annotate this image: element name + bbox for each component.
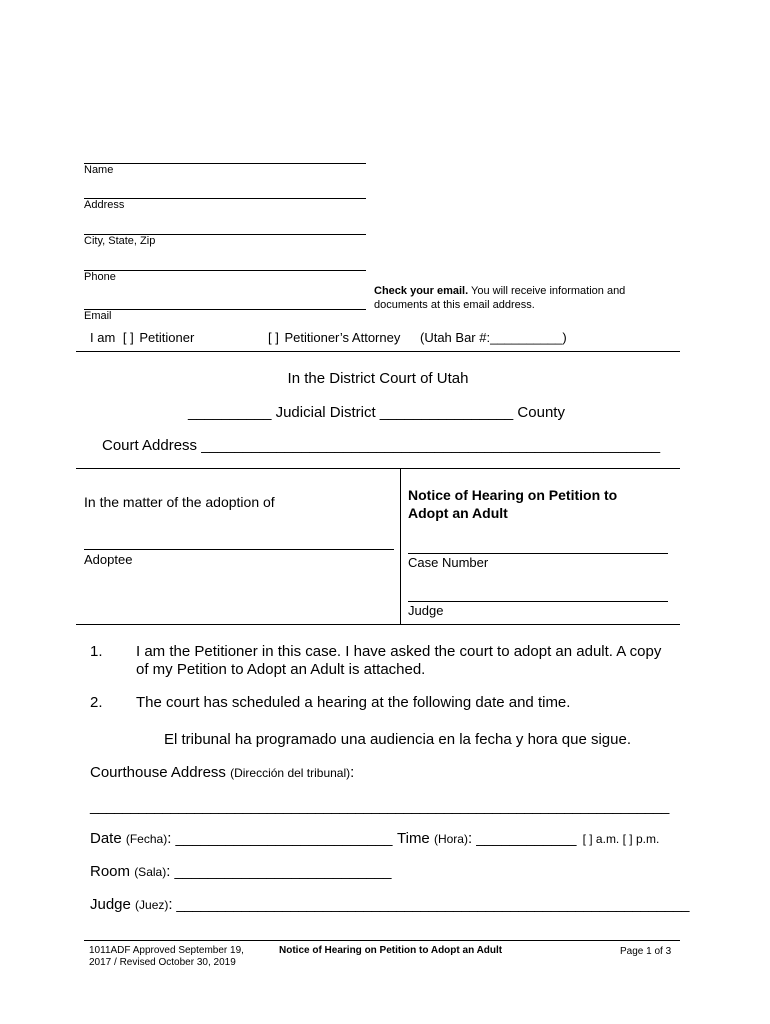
date-field[interactable]: : __________________________ bbox=[167, 830, 393, 847]
room-row bbox=[90, 863, 391, 880]
name-line[interactable] bbox=[84, 163, 366, 164]
matter-label: In the matter of the adoption of bbox=[84, 494, 275, 510]
case-number-label: Case Number bbox=[408, 555, 489, 570]
document-title bbox=[408, 486, 617, 522]
court-title: In the District Court of Utah bbox=[287, 370, 469, 387]
address-label: Address bbox=[84, 199, 125, 211]
form-number bbox=[89, 945, 244, 969]
city-label: City, State, Zip bbox=[84, 235, 156, 247]
judge-label: Judge bbox=[408, 603, 444, 618]
item-1-text bbox=[136, 643, 686, 679]
caption-divider bbox=[400, 468, 401, 624]
caption-top-line bbox=[76, 468, 680, 469]
item-1-line1: I am the Petitioner in this case. I have asked the court to adopt an adult. A copy bbox=[136, 643, 662, 660]
room-label: Room bbox=[90, 863, 131, 880]
phone-line[interactable] bbox=[84, 270, 366, 271]
document-title-line1: Notice of Hearing on Petition to bbox=[408, 487, 618, 503]
item-1-line2: of my Petition to Adopt an Adult is attached. bbox=[136, 661, 426, 678]
court-address-line[interactable]: Court Address _______________________________________________________ bbox=[102, 437, 661, 454]
phone-label: Phone bbox=[84, 271, 116, 283]
date-label: Date bbox=[90, 830, 122, 847]
date-label-es: (Fecha) bbox=[125, 832, 168, 846]
attorney-option bbox=[268, 330, 400, 345]
district-county-line[interactable]: __________ Judicial District ________________ County bbox=[188, 404, 565, 421]
address-line[interactable] bbox=[84, 198, 366, 199]
caption-bottom-line bbox=[76, 624, 680, 625]
item-2-number: 2. bbox=[90, 694, 103, 711]
petitioner-label: Petitioner bbox=[139, 330, 195, 345]
email-note-rest: You will receive information and bbox=[468, 285, 626, 297]
page-number: Page 1 of 3 bbox=[620, 946, 672, 957]
room-label-es: (Sala) bbox=[134, 865, 167, 879]
courthouse-address-field[interactable]: ________________________________________________________________________ bbox=[90, 798, 670, 815]
courthouse-row bbox=[90, 764, 354, 781]
am-pm-checkboxes[interactable]: [ ] a.m. [ ] p.m. bbox=[582, 832, 660, 846]
footer-title: Notice of Hearing on Petition to Adopt an Adult bbox=[279, 945, 503, 956]
hearing-judge-field[interactable]: : _______________________________________________________________ bbox=[168, 896, 690, 913]
form-number-line1: 1011ADF Approved September 19, bbox=[89, 945, 244, 956]
email-note-line2: documents at this email address. bbox=[374, 299, 535, 311]
bar-number-field[interactable]: (Utah Bar #:__________) bbox=[420, 330, 567, 345]
courthouse-label: Courthouse Address bbox=[90, 764, 226, 781]
hearing-judge-label-es: (Juez) bbox=[135, 898, 169, 912]
room-field[interactable]: : __________________________ bbox=[166, 863, 392, 880]
i-am-label: I am bbox=[90, 330, 116, 345]
time-row bbox=[397, 830, 659, 847]
email-line[interactable] bbox=[84, 309, 366, 310]
hearing-judge-label: Judge bbox=[90, 896, 131, 913]
time-label: Time bbox=[397, 830, 430, 847]
form-number-line2: 2017 / Revised October 30, 2019 bbox=[89, 957, 236, 968]
email-note-bold: Check your email. bbox=[374, 285, 469, 297]
petitioner-checkbox[interactable]: [ ] bbox=[122, 330, 134, 345]
case-number-line[interactable] bbox=[408, 553, 668, 554]
hearing-judge-row bbox=[90, 896, 689, 913]
name-label: Name bbox=[84, 164, 114, 176]
footer-divider bbox=[84, 940, 680, 941]
date-row bbox=[90, 830, 392, 847]
adoptee-label: Adoptee bbox=[84, 552, 133, 567]
courthouse-label-es: (Dirección del tribunal) bbox=[230, 766, 351, 780]
document-title-line2: Adopt an Adult bbox=[408, 505, 508, 521]
email-note bbox=[374, 284, 664, 312]
time-field[interactable]: : ____________ bbox=[467, 830, 577, 847]
courthouse-colon: : bbox=[350, 764, 355, 781]
item-1-number: 1. bbox=[90, 643, 103, 660]
item-2-text: The court has scheduled a hearing at the following date and time. bbox=[136, 694, 571, 711]
judge-line[interactable] bbox=[408, 601, 668, 602]
attorney-label: Petitioner’s Attorney bbox=[284, 330, 401, 345]
time-label-es: (Hora) bbox=[433, 832, 468, 846]
attorney-checkbox[interactable]: [ ] bbox=[268, 330, 279, 345]
adoptee-line[interactable] bbox=[84, 549, 394, 550]
header-divider bbox=[76, 351, 680, 352]
spanish-note: El tribunal ha programado una audiencia en la fecha y hora que sigue. bbox=[164, 731, 631, 748]
email-label: Email bbox=[84, 310, 112, 322]
